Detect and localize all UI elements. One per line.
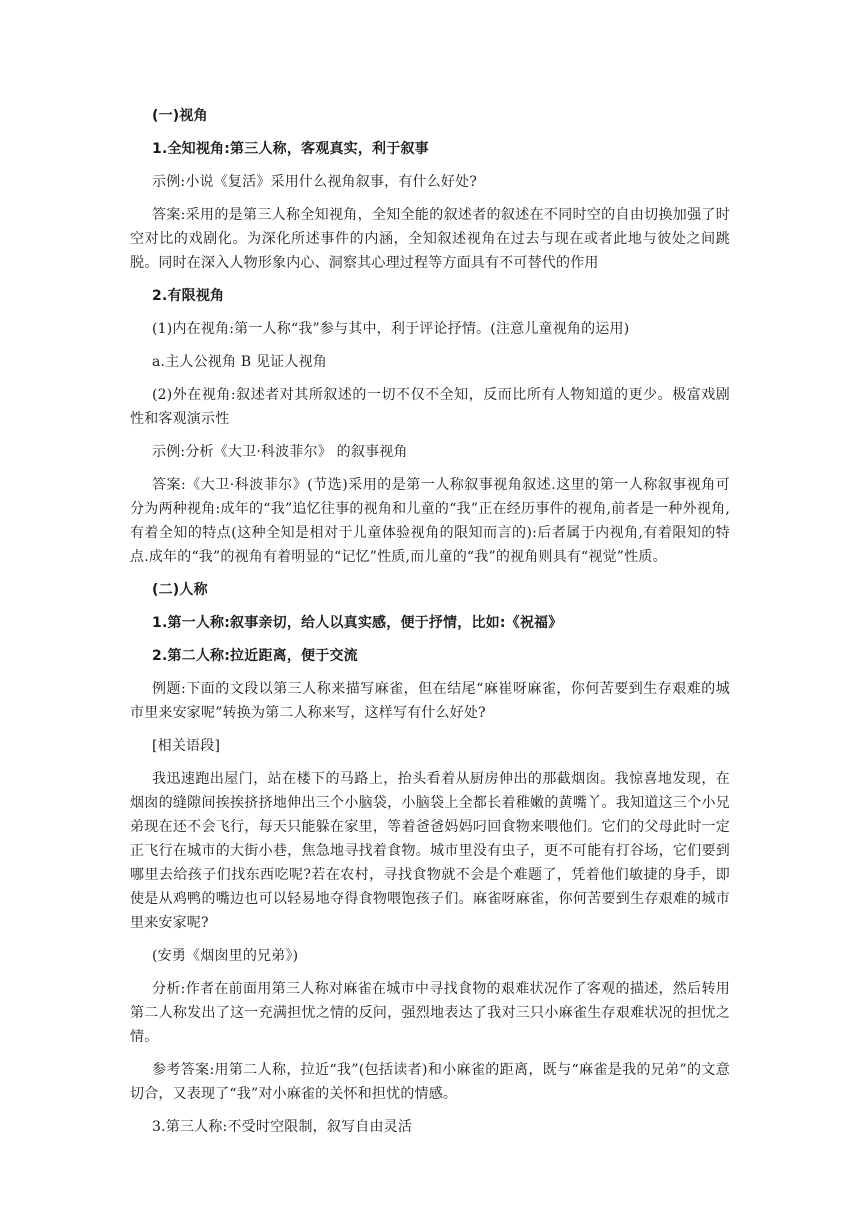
- heading-limited-perspective: 2.有限视角: [152, 288, 225, 304]
- heading-first-person: 1.第一人称:叙事亲切，给人以真实感，便于抒情，比如:《祝福》: [152, 615, 563, 631]
- perspective-types-text: a.主人公视角 B 见证人视角: [152, 354, 327, 370]
- answer-copperfield: 答案:《大卫·科波菲尔》(节选)采用的是第一人称叙事视角叙述.这里的第一人称叙事视角可分为两种视角:成年的“我”追忆往事的视角和儿童的“我”正在经历事件的视角,前者是一种外视角,有着全知的特点(这种全知是相对于儿童体验视角的限知而言的):后者属于内视角,有着限知的特点.成年的“我”的视角有着明显的“记忆”性质,而儿童的“我”的视角则具有“视觉”性质。: [130, 477, 730, 565]
- example-question-resurrection: 示例:小说《复活》采用什么视角叙事，有什么好处?: [152, 174, 478, 190]
- related-passage-text: 我迅速跑出屋门，站在楼下的马路上，抬头看着从厨房伸出的那截烟囱。我惊喜地发现，在烟囱的缝隙间挨挨挤挤地伸出三个小脑袋，小脑袋上全都长着稚嫩的黄嘴丫。我知道这三个小兄弟现在还不会飞行，每天只能躲在家里，等着爸爸妈妈叼回食物来喂他们。它们的父母此时一定正飞行在城市的大街小巷，焦急地寻找着食物。城市里没有虫子，更不可能有打谷场，它们要到哪里去给孩子们找东西吃呢?若在农村，寻找食物就不会是个难题了，凭着他们敏捷的身手，即使是从鸡鸭的嘴边也可以轻易地夺得食物喂饱孩子们。麻雀呀麻雀，你何苦要到生存艰难的城市里来安家呢?: [130, 771, 730, 931]
- example-question-sparrow: 例题:下面的文段以第三人称来描写麻雀，但在结尾“麻崔呀麻雀，你何苦要到生存艰难的城市里来安家呢”转换为第二人称来写，这样写有什么好处?: [130, 681, 730, 721]
- document-body: [130, 104, 730, 1148]
- third-person-text: 3.第三人称:不受时空限制，叙写自由灵活: [152, 1119, 413, 1135]
- example-question-copperfield: 示例:分析《大卫·科波菲尔》 的叙事视角: [152, 444, 408, 460]
- outer-perspective-text: (2)外在视角:叙述者对其所叙述的一切不仅不全知，反而比所有人物知道的更少。极富戏剧性和客观演示性: [130, 387, 730, 427]
- reference-answer-text: 参考答案:用第二人称，拉近“我”(包括读者)和小麻雀的距离，既与“麻雀是我的兄弟”的文意切合，又表现了“我”对小麻雀的关怀和担忧的情感。: [130, 1062, 730, 1102]
- section-heading-person: (二)人称: [152, 582, 208, 598]
- analysis-text: 分析:作者在前面用第三人称对麻雀在城市中寻找食物的艰难状况作了客观的描述，然后转用第二人称发出了这一充满担忧之情的反问，强烈地表达了我对三只小麻雀生存艰难状况的担忧之情。: [130, 981, 730, 1045]
- passage-source: (安勇《烟囱里的兄弟》): [152, 948, 299, 964]
- answer-resurrection: 答案:采用的是第三人称全知视角，全知全能的叙述者的叙述在不同时空的自由切换加强了时空对比的戏剧化。为深化所述事件的内涵，全知叙述视角在过去与现在或者此地与彼处之间跳脱。同时在深入人物形象内心、洞察其心理过程等方面具有不可替代的作用: [130, 207, 730, 271]
- heading-omniscient-perspective: 1.全知视角:第三人称，客观真实，利于叙事: [152, 141, 429, 157]
- related-passage-label: [相关语段]: [152, 738, 221, 754]
- section-heading-perspective: (一)视角: [152, 108, 208, 124]
- inner-perspective-text: (1)内在视角:第一人称“我”参与其中，利于评论抒情。(注意儿童视角的运用): [152, 321, 630, 337]
- heading-second-person: 2.第二人称:拉近距离，便于交流: [152, 648, 358, 664]
